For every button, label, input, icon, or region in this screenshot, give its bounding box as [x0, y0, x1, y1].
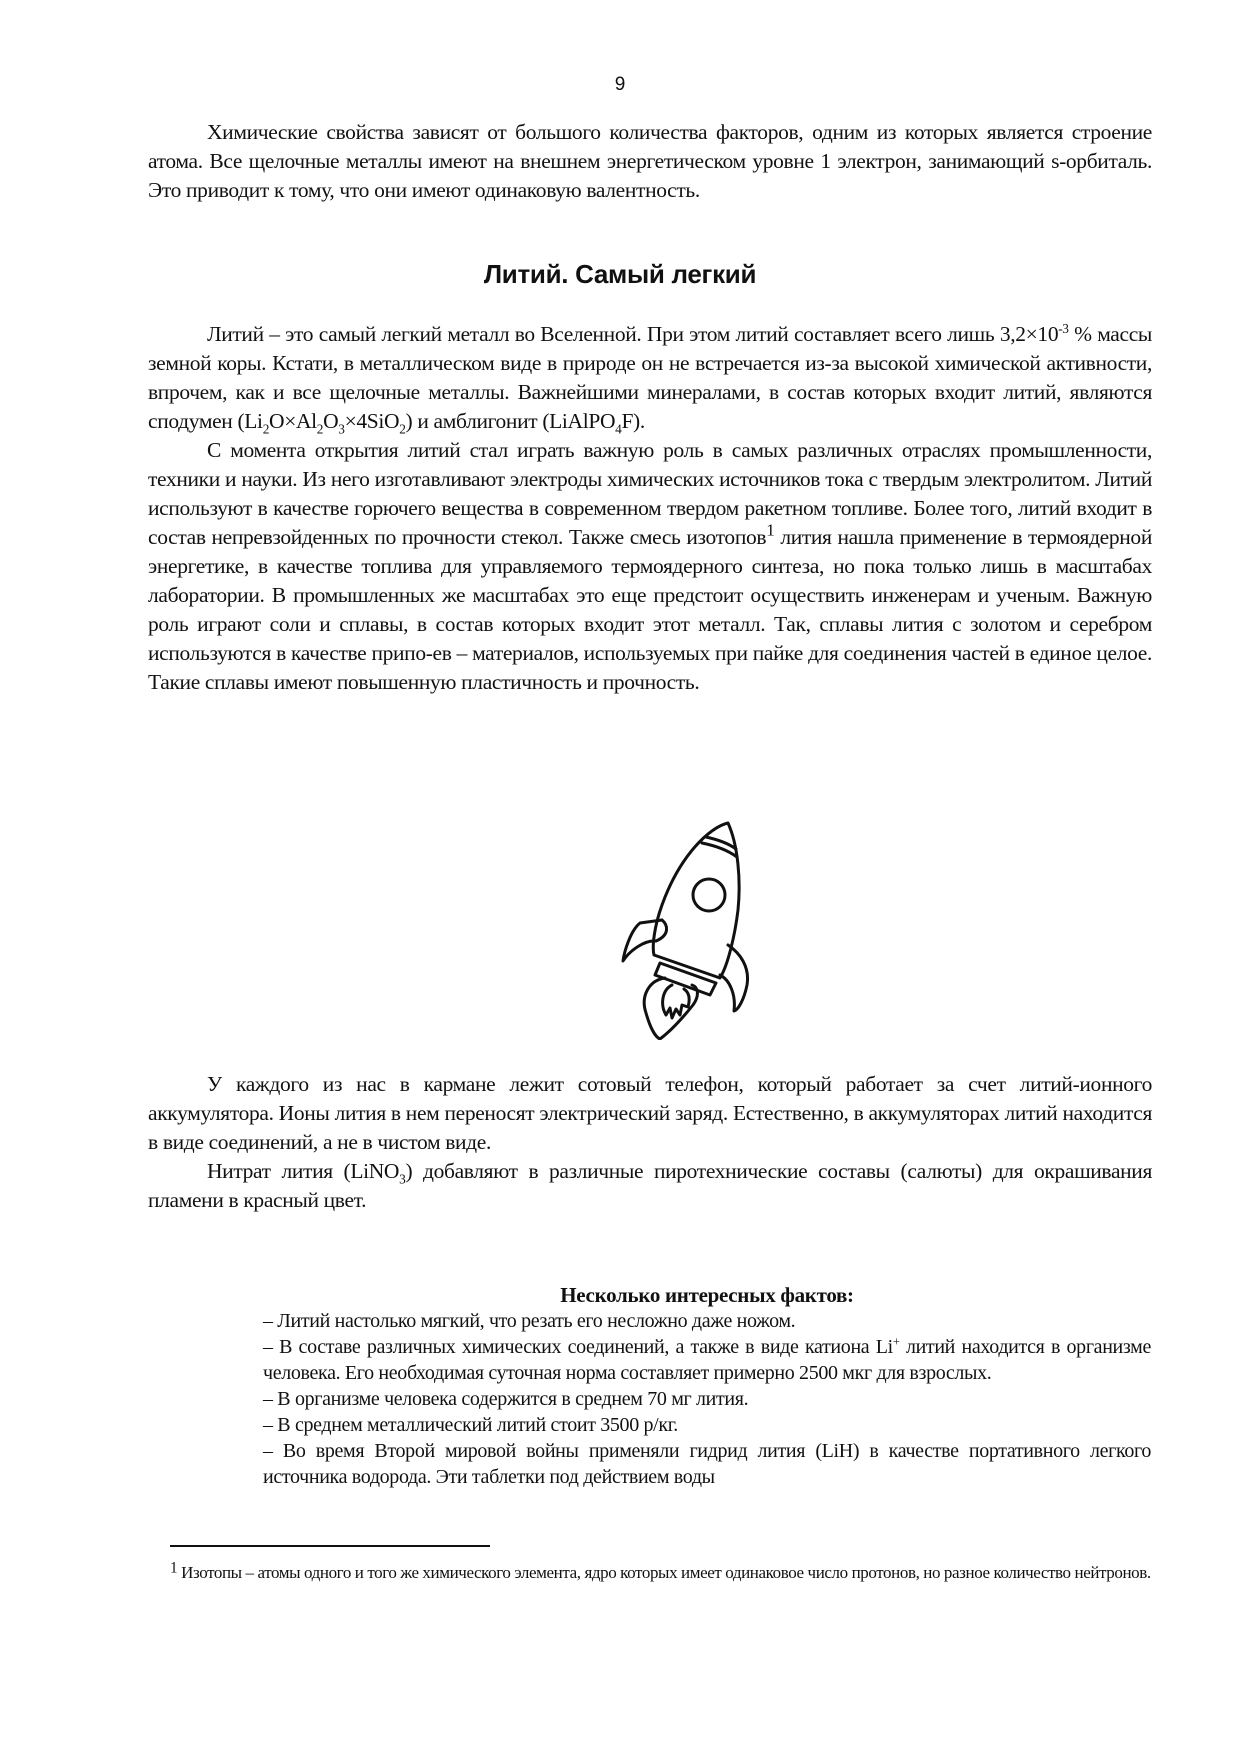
exponent: -3 [1058, 320, 1069, 336]
footnote-text [148, 1559, 1152, 1584]
usage-paragraph-2 [148, 1157, 1152, 1215]
text-run: Изотопы – атомы одного и того же химического элемента, ядро которых имеет одинаковое число протонов, но разное количество нейтронов. [177, 1563, 1151, 1582]
fact-item: – Литий настолько мягкий, что резать его несложно даже ножом. [263, 1310, 796, 1332]
footnote-separator [170, 1545, 490, 1547]
facts-title: Несколько интересных фактов: [560, 1283, 854, 1307]
fact-item: – В организме человека содержится в среднем 70 мг лития. [263, 1388, 749, 1410]
usage-paragraph-1: У каждого из нас в кармане лежит сотовый телефон, который работает за счет литий-ионного аккумулятора. Ионы лития в нем переносят электрический заряд. Естественно, в аккумуляторах литий находится в виде соединений, а не в чистом виде. [148, 1072, 1152, 1154]
subscript: 2 [262, 421, 270, 437]
rocket-icon [610, 815, 750, 1040]
facts-section [263, 1282, 1151, 1490]
text-run: ) добавляют в различные пиротехнические составы (салюты) для окрашивания пламени в красный цвет. [148, 1159, 1152, 1212]
fact-item: – Во время Второй мировой войны применяли гидрид лития (LiH) в качестве портативного легкого источника водорода. Эти таблетки под действием воды [263, 1440, 1151, 1488]
subscript: 2 [399, 421, 406, 437]
intro-paragraph: Химические свойства зависят от большого количества факторов, одним из которых является строение атома. Все щелочные металлы имеют на внешнем энергетическом уровне 1 электрон, занимающий s-орбиталь. Это приводит к тому, что они имеют одинаковую валентность. [148, 120, 1152, 202]
text-run: ×4SiO [344, 409, 400, 433]
footnote-marker: 1 [170, 1559, 178, 1577]
text-run: лития нашла применение в термоядерной энергетике, в качестве топлива для управляемого термоядерного синтеза, но пока только лишь в масштабах лаборатории. В промышленных же масштабах это еще предстоит осуществить инженерам и ученым. Важную роль играют соли и сплавы, в состав которых входит этот металл. Так, сплавы лития с золотом и серебром используются в качестве припо-ев – материалов, используемых при пайке для соединения частей в единое целое. Такие сплавы имеют повышенную пластичность и прочность. [148, 525, 1152, 694]
superscript: + [892, 1334, 900, 1349]
intro-section [148, 118, 1152, 205]
fact-item: – В среднем металлический литий стоит 3500 р/кг. [263, 1414, 678, 1436]
lithium-paragraph-2 [148, 436, 1152, 697]
text-run: Литий – это самый легкий металл во Вселенной. При этом литий составляет всего лишь 3,2×10 [207, 322, 1059, 346]
subscript: 4 [615, 421, 622, 437]
text-run: % массы земной коры. Кстати, в металлическом виде в природе он не встречается из-за высокой химической активности, впрочем, как и все щелочные металлы. Важнейшими минералами, в состав которых входит литий, являются сподумен (Li [148, 322, 1152, 433]
subscript: 2 [316, 421, 324, 437]
text-run: ) и амблигонит (LiAlPO [405, 409, 616, 433]
text-run: F). [621, 409, 645, 433]
lithium-section [148, 320, 1152, 697]
text-run: литий находится в организме человека. Его необходимая суточная норма составляет примерно 2500 мкг для взрослых. [263, 1336, 1152, 1384]
lithium-paragraph-1 [148, 320, 1152, 436]
subscript: 3 [399, 1171, 406, 1187]
footnote-reference[interactable]: 1 [766, 520, 775, 540]
text-run: O×Al [269, 409, 317, 433]
text-run: – В составе различных химических соединений, а также в виде катиона Li [263, 1336, 893, 1358]
text-run: Нитрат лития (LiNO [207, 1159, 400, 1183]
fact-item [263, 1334, 1151, 1386]
text-run: С момента открытия литий стал играть важную роль в самых различных отраслях промышленности, техники и науки. Из него изготавливают электроды химических источников тока с твердым электролитом. Литий используют в качестве горючего вещества в современном твердом ракетном топливе. Более того, литий входит в состав непревзойденных по прочности стекол. Также смесь изотопов [148, 438, 1152, 549]
usage-section [148, 1070, 1152, 1215]
page-number: 9 [614, 74, 626, 95]
subscript: 3 [338, 421, 345, 437]
section-title: Литий. Самый легкий [483, 259, 757, 289]
footnote [148, 1559, 1152, 1584]
text-run: O [323, 409, 339, 433]
